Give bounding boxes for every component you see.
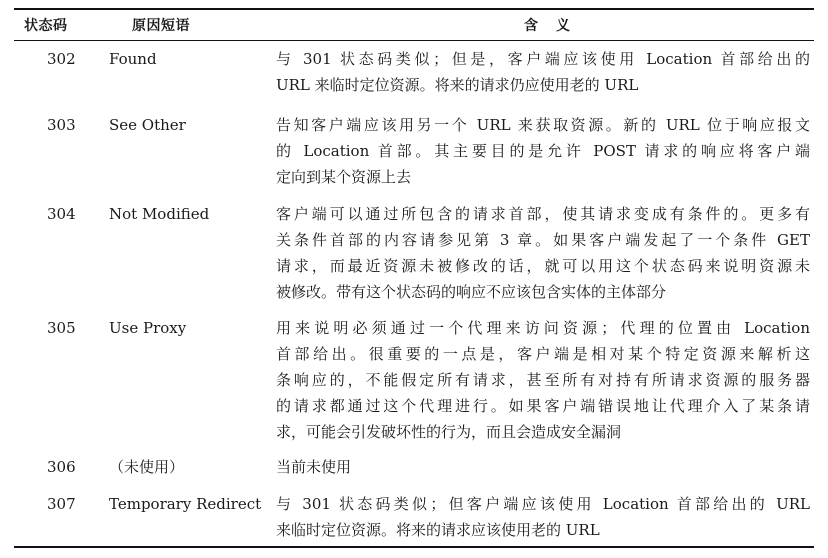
description-line: 告知客户端应该用另一个 URL 来获取资源。新的 URL 位于响应报文 [276,116,810,134]
row-reason-phrase: Use Proxy [109,319,187,337]
description-line: 与 301 状态码类似；但是，客户端应该使用 Location 首部给出的 [276,50,810,68]
description-line: 首部给出。很重要的一点是，客户端是相对某个特定资源来解析这 [276,345,810,363]
row-reason-phrase: （未使用） [109,458,185,476]
description-line: URL 来临时定位资源。将来的请求仍应使用老的 URL [276,76,639,94]
row-status-code: 303 [47,116,76,134]
description-line: 的请求都通过这个代理进行。如果客户端错误地让代理介入了某条请 [276,397,810,415]
row-status-code: 302 [47,50,76,68]
row-reason-phrase: See Other [109,116,186,134]
table-bottom-rule [14,546,814,548]
description-line: 条响应的，不能假定所有请求，甚至所有对持有所请求资源的服务器 [276,371,810,389]
description-line: 关条件首部的内容请参见第 3 章。如果客户端发起了一个条件 GET [276,231,810,249]
row-status-code: 305 [47,319,76,337]
row-description [276,46,810,98]
row-description [276,315,810,445]
row-status-code: 304 [47,205,76,223]
status-code-table [14,8,814,548]
header-status-code: 状态码 [24,18,68,34]
table-top-rule [14,8,814,10]
row-description [276,454,810,480]
row-description [276,491,810,543]
description-line: 客户端可以通过所包含的请求首部，使其请求变成有条件的。更多有 [276,205,810,223]
table-header-rule [14,40,814,41]
description-line: 当前未使用 [276,458,352,476]
description-line: 的 Location 首部。其主要目的是允许 POST 请求的响应将客户端 [276,142,810,160]
row-reason-phrase: Temporary Redirect [109,495,262,513]
description-line: 定向到某个资源上去 [276,168,412,186]
row-description [276,201,810,305]
row-reason-phrase: Found [109,50,157,68]
row-status-code: 306 [47,458,76,476]
row-description [276,112,810,190]
description-line: 求，可能会引发破坏性的行为，而且会造成安全漏洞 [276,423,622,441]
description-line: 来临时定位资源。将来的请求应该使用老的 URL [276,521,600,539]
header-meaning: 含义 [524,18,588,34]
row-status-code: 307 [47,495,76,513]
header-reason-phrase: 原因短语 [132,18,190,34]
description-line: 被修改。带有这个状态码的响应不应该包含实体的主体部分 [276,283,667,301]
row-reason-phrase: Not Modified [109,205,210,223]
description-line: 请求，而最近资源未被修改的话，就可以用这个状态码来说明资源未 [276,257,810,275]
description-line: 与 301 状态码类似；但客户端应该使用 Location 首部给出的 URL [276,495,810,513]
description-line: 用来说明必须通过一个代理来访问资源；代理的位置由 Location [276,319,810,337]
